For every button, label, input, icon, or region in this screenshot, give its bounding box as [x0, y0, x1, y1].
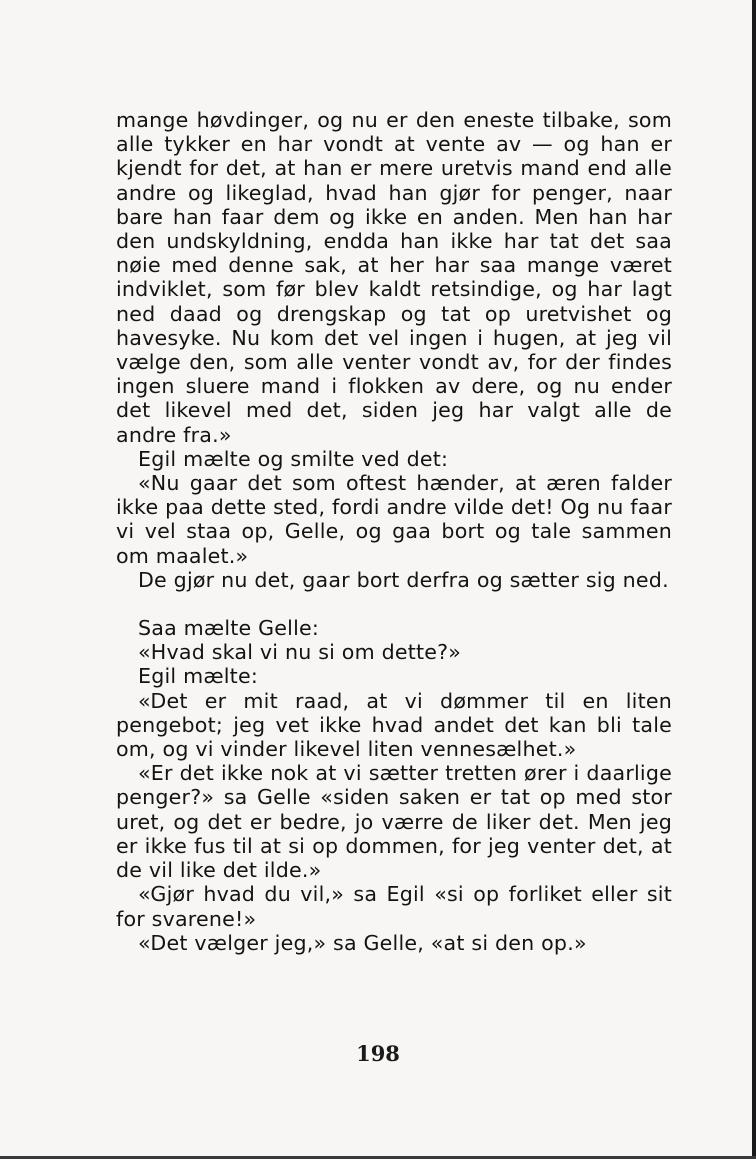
- paragraph: «Det er mit raad, at vi dømmer til en liten pengebot; jeg vet ikke hvad andet det kan bli tale om, og vi vinder likevel liten vennesælhet.»: [116, 688, 672, 762]
- paragraph: Saa mælte Gelle:: [138, 616, 320, 641]
- paragraph: «Er det ikke nok at vi sætter tretten ører i daarlige penger?» sa Gelle «siden saken er tat op med stor uret, og det er bedre, jo værre de liker det. Men jeg er ikke fus til at si op dommen, for jeg venter det, at de vil like det ilde.»: [116, 761, 672, 883]
- paragraph: «Det vælger jeg,» sa Gelle, «at si den op.»: [138, 930, 587, 955]
- paragraph: De gjør nu det, gaar bort derfra og sætter sig ned.: [138, 567, 669, 592]
- paragraph: Egil mælte og smilte ved det:: [138, 446, 449, 471]
- paragraph: «Hvad skal vi nu si om dette?»: [138, 640, 462, 665]
- body-text: [116, 108, 672, 955]
- page-number: 198: [356, 1041, 400, 1066]
- paragraph: «Nu gaar det som oftest hænder, at æren falder ikke paa dette sted, fordi andre vilde det! Og nu faar vi vel staa op, Gelle, og gaa bort og tale sammen om maalet.»: [116, 471, 672, 568]
- page-edge-shadow: [752, 0, 756, 1159]
- paragraph: «Gjør hvad du vil,» sa Egil «si op forliket eller sit for svarene!»: [116, 882, 672, 931]
- paragraph: mange høvdinger, og nu er den eneste tilbake, som alle tykker en har vondt at vente av — og han er kjendt for det, at han er mere uretvis mand end alle andre og likeglad, hvad han gjør for penger, naar bare han faar dem og ikke en anden. Men han har den undskyldning, endda han ikke har tat det saa nøie med denne sak, at her har saa mange været indviklet, som før blev kaldt retsindige, og har lagt ned daad og drengskap og tat op uretvishet og havesyke. Nu kom det vel ingen i hugen, at jeg vil vælge den, som alle venter vondt av, for der findes ingen sluere mand i flokken av dere, og nu ender det likevel med det, siden jeg har valgt alle de andre fra.»: [116, 108, 672, 447]
- paragraph: Egil mælte:: [138, 664, 258, 689]
